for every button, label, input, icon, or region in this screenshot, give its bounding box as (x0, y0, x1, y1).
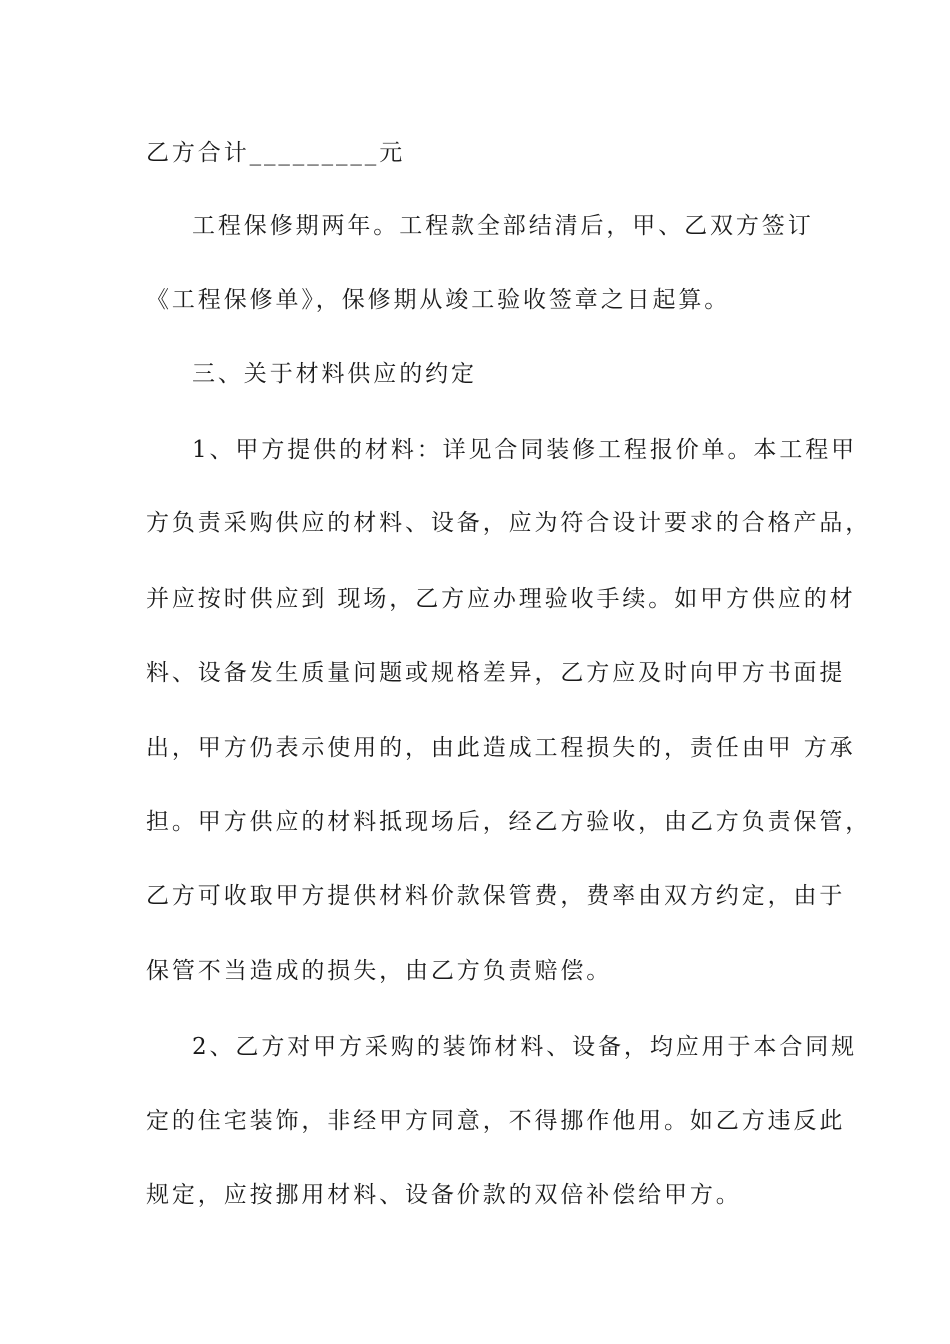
clause-2-line-3: 规定，应按挪用材料、设备价款的双倍补偿给甲方。 (146, 1182, 742, 1208)
clause-1-line-4: 料、设备发生质量问题或规格差异，乙方应及时向甲方书面提 (146, 660, 846, 686)
clause-1-line-2: 方负责采购供应的材料、设备，应为符合设计要求的合格产品， (146, 510, 872, 536)
clause-1-line-8: 保管不当造成的损失，由乙方负责赔偿。 (146, 958, 613, 984)
clause-2-line-1: 2、乙方对甲方采购的装饰材料、设备，均应用于本合同规 (192, 1034, 858, 1060)
clause-1-line-5: 出，甲方仍表示使用的，由此造成工程损失的，责任由甲 方承 (146, 735, 856, 761)
section-heading-materials: 三、关于材料供应的约定 (192, 361, 477, 387)
clause-1-line-7: 乙方可收取甲方提供材料价款保管费，费率由双方约定，由于 (146, 883, 846, 909)
clause-1-line-3: 并应按时供应到 现场，乙方应办理验收手续。如甲方供应的材 (146, 586, 856, 612)
paragraph-warranty-line-1: 工程保修期两年。工程款全部结清后，甲、乙双方签订 (192, 213, 814, 239)
clause-1-line-1: 1、甲方提供的材料：详见合同装修工程报价单。本工程甲 (192, 437, 858, 463)
total-amount-line: 乙方合计_________元 (146, 140, 406, 166)
clause-2-line-2: 定的住宅装饰，非经甲方同意，不得挪作他用。如乙方违反此 (146, 1108, 846, 1134)
clause-1-line-6: 担。甲方供应的材料抵现场后，经乙方验收，由乙方负责保管， (146, 809, 872, 835)
paragraph-warranty-line-2: 《工程保修单》，保修期从竣工验收签章之日起算。 (146, 287, 731, 313)
